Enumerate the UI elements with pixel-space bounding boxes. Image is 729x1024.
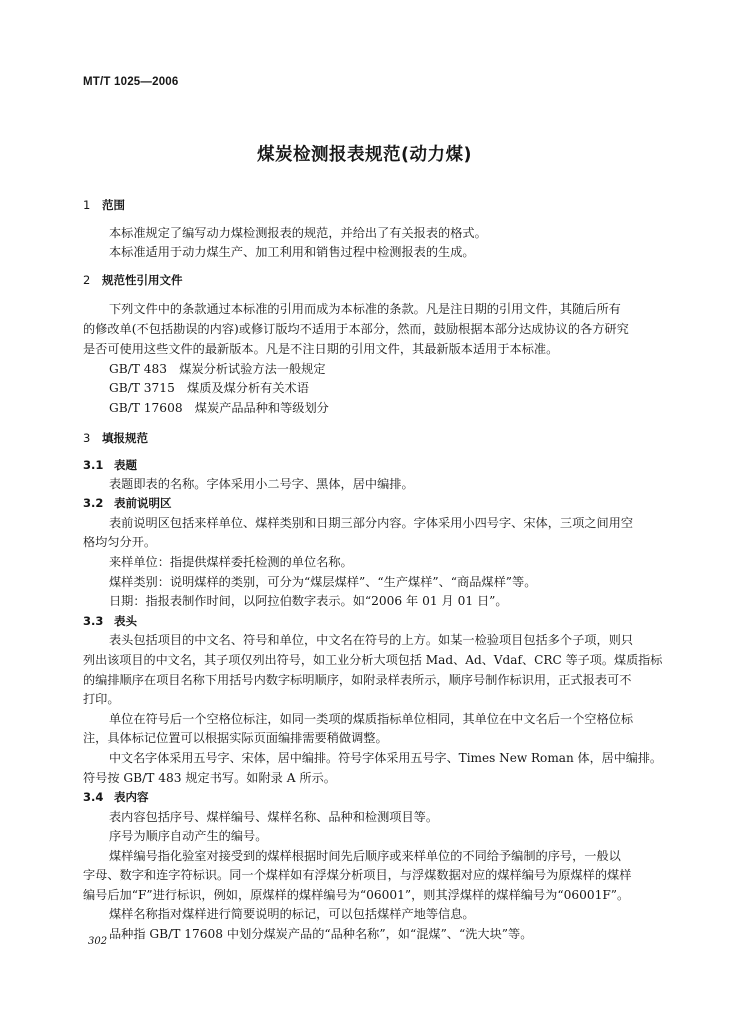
section-title: 表题 [114,458,137,472]
subsection-3-3-heading [83,614,137,629]
section-1-heading [83,198,125,213]
paragraph-line: 煤样名称指对煤样进行简要说明的标记，可以包括煤样产地等信息。 [109,907,475,921]
section-number: 1 [83,198,91,212]
section-title: 表前说明区 [114,496,172,510]
paragraph-line: 日期：指报表制作时间，以阿拉伯数字表示。如“2006 年 01 月 01 日”。 [109,594,508,608]
reference-item: GB/T 483 煤炭分析试验方法一般规定 [109,362,326,376]
paragraph-line: 表头包括项目的中文名、符号和单位，中文名在符号的上方。如某一检验项目包括多个子项，则只 [109,633,634,647]
section-3-heading [83,431,148,446]
paragraph-line: 中文名字体采用五号字、宋体，居中编排。符号字体采用五号字、Times New Roman 体，居中编排。 [109,751,662,765]
section-number: 3.4 [83,790,104,804]
section-2-heading [83,273,183,288]
paragraph-line: 表内容包括序号、煤样编号、煤样名称、品种和检测项目等。 [109,810,439,824]
standard-code: MT/T 1025—2006 [83,76,179,88]
paragraph-line: 品种指 GB/T 17608 中划分煤炭产品的“品种名称”，如“混煤”、“洗大块”等。 [109,927,533,941]
paragraph-line: 打印。 [83,692,120,706]
section-number: 3.1 [83,458,104,472]
page-number: 302 [88,936,108,947]
section-number: 3.2 [83,496,104,510]
paragraph-line: 符号按 GB/T 483 规定书写。如附录 A 所示。 [83,771,336,785]
paragraph-line: 来样单位：指提供煤样委托检测的单位名称。 [109,555,353,569]
paragraph-line: 列出该项目的中文名，其子项仅列出符号，如工业分析大项包括 Mad、Ad、Vdaf、CRC 等子项。煤质指标 [83,653,663,667]
paragraph-line: 的编排顺序在项目名称下用括号内数字标明顺序，如附录样表所示，顺序号制作标识用，正式报表可不 [83,673,632,687]
paragraph-line: 字母、数字和连字符标识。同一个煤样如有浮煤分析项目，与浮煤数据对应的煤样编号为原煤样的煤样 [83,868,632,882]
section-title: 表头 [114,614,137,628]
paragraph-line: 的修改单(不包括勘误的内容)或修订版均不适用于本部分，然而，鼓励根据本部分达成协议的各方研究 [83,322,629,336]
paragraph-line: 是否可使用这些文件的最新版本。凡是不注日期的引用文件，其最新版本适用于本标准。 [83,342,559,356]
section-number: 3 [83,431,91,445]
paragraph-line: 下列文件中的条款通过本标准的引用而成为本标准的条款。凡是注日期的引用文件，其随后所有 [109,302,621,316]
paragraph-line: 注，具体标记位置可以根据实际页面编排需要稍做调整。 [83,731,388,745]
paragraph-line: 单位在符号后一个空格位标注，如同一类项的煤质指标单位相同，其单位在中文名后一个空格位标 [109,712,634,726]
section-number: 3.3 [83,614,104,628]
paragraph-line: 编号后加“F”进行标识，例如，原煤样的煤样编号为“06001”，则其浮煤样的煤样编号为“06001F”。 [83,888,630,902]
paragraph-line: 序号为顺序自动产生的编号。 [109,829,268,843]
section-title: 规范性引用文件 [102,273,183,287]
paragraph-line: 煤样编号指化验室对接受到的煤样根据时间先后顺序或来样单位的不同给予编制的序号，一般以 [109,849,621,863]
reference-item: GB/T 3715 煤质及煤分析有关术语 [109,381,309,395]
reference-item: GB/T 17608 煤炭产品品种和等级划分 [109,401,329,415]
paragraph-line: 本标准规定了编写动力煤检测报表的规范，并给出了有关报表的格式。 [109,226,487,240]
section-title: 填报规范 [102,431,148,445]
section-title: 范围 [102,198,125,212]
paragraph-line: 本标准适用于动力煤生产、加工利用和销售过程中检测报表的生成。 [109,245,475,259]
section-number: 2 [83,273,91,287]
section-title: 表内容 [114,790,149,804]
paragraph-line: 格均匀分开。 [83,535,157,549]
subsection-3-2-heading [83,496,172,511]
subsection-3-4-heading [83,790,149,805]
paragraph-line: 表前说明区包括来样单位、煤样类别和日期三部分内容。字体采用小四号字、宋体，三项之间用空 [109,516,634,530]
paragraph-line: 表题即表的名称。字体采用小二号字、黑体，居中编排。 [109,477,414,491]
page-title: 煤炭检测报表规范(动力煤) [257,145,472,165]
subsection-3-1-heading [83,458,137,473]
paragraph-line: 煤样类别：说明煤样的类别，可分为“煤层煤样”、“生产煤样”、“商品煤样”等。 [109,575,537,589]
